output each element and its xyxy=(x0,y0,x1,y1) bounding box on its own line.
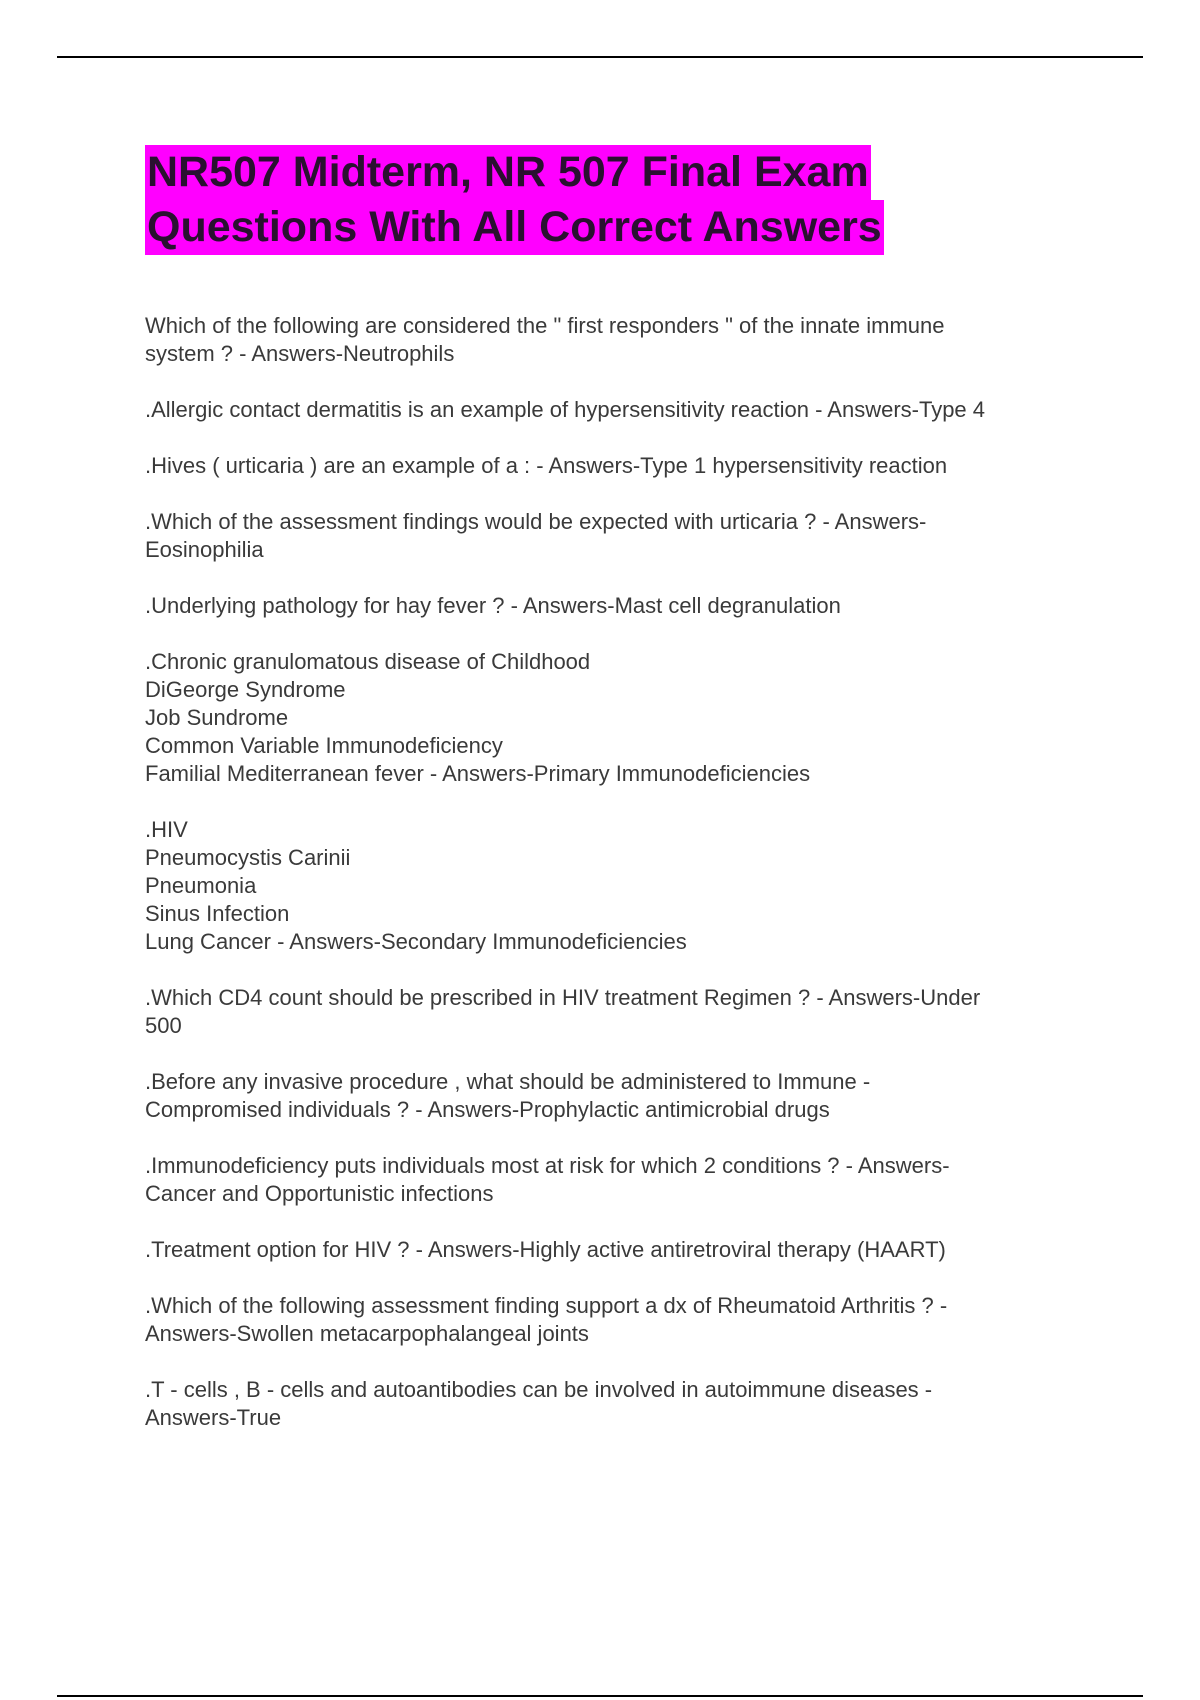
qa-item xyxy=(145,508,1085,564)
qa-line: .Allergic contact dermatitis is an example of hypersensitivity reaction - Answers-Type 4 xyxy=(145,397,986,422)
qa-line: .Hives ( urticaria ) are an example of a : - Answers-Type 1 hypersensitivity reaction xyxy=(145,453,948,478)
title-text: Questions With All Correct Answers xyxy=(145,200,884,255)
bottom-divider xyxy=(57,1695,1143,1697)
qa-line: .Chronic granulomatous disease of Childhood xyxy=(145,649,591,674)
title-line-1 xyxy=(145,145,1045,200)
qa-line: .T - cells , B - cells and autoantibodies can be involved in autoimmune diseases - xyxy=(145,1377,933,1402)
qa-line: Sinus Infection xyxy=(145,901,290,926)
qa-line: .Which of the following assessment finding support a dx of Rheumatoid Arthritis ? - xyxy=(145,1293,948,1318)
qa-line: Pneumocystis Carinii xyxy=(145,845,351,870)
qa-item xyxy=(145,1068,1085,1124)
qa-line: .Underlying pathology for hay fever ? - Answers-Mast cell degranulation xyxy=(145,593,841,618)
qa-item xyxy=(145,1236,1085,1264)
document-title xyxy=(145,145,1045,255)
qa-item xyxy=(145,592,1085,620)
qa-line: .Before any invasive procedure , what should be administered to Immune - xyxy=(145,1069,871,1094)
qa-line: Job Sundrome xyxy=(145,705,289,730)
qa-item xyxy=(145,1152,1085,1208)
qa-line: Answers-True xyxy=(145,1405,282,1430)
title-line-2 xyxy=(145,200,1045,255)
question-answer-list xyxy=(145,312,1085,1460)
qa-item xyxy=(145,816,1085,956)
top-divider xyxy=(57,56,1143,58)
qa-line: 500 xyxy=(145,1013,182,1038)
qa-item xyxy=(145,984,1085,1040)
qa-line: Eosinophilia xyxy=(145,537,264,562)
title-text: NR507 Midterm, NR 507 Final Exam xyxy=(145,145,871,200)
qa-line: Pneumonia xyxy=(145,873,257,898)
qa-line: Lung Cancer - Answers-Secondary Immunodeficiencies xyxy=(145,929,687,954)
qa-item xyxy=(145,452,1085,480)
qa-line: Compromised individuals ? - Answers-Prophylactic antimicrobial drugs xyxy=(145,1097,830,1122)
qa-line: .Which CD4 count should be prescribed in HIV treatment Regimen ? - Answers-Under xyxy=(145,985,981,1010)
qa-line: Which of the following are considered the " first responders " of the innate immune xyxy=(145,313,945,338)
qa-line: .Immunodeficiency puts individuals most at risk for which 2 conditions ? - Answers- xyxy=(145,1153,950,1178)
qa-item xyxy=(145,648,1085,788)
qa-line: DiGeorge Syndrome xyxy=(145,677,346,702)
qa-line: Familial Mediterranean fever - Answers-Primary Immunodeficiencies xyxy=(145,761,811,786)
qa-line: Answers-Swollen metacarpophalangeal joints xyxy=(145,1321,589,1346)
qa-item xyxy=(145,396,1085,424)
qa-line: system ? - Answers-Neutrophils xyxy=(145,341,455,366)
qa-line: .Treatment option for HIV ? - Answers-Highly active antiretroviral therapy (HAART) xyxy=(145,1237,946,1262)
qa-item xyxy=(145,1292,1085,1348)
qa-line: .Which of the assessment findings would be expected with urticaria ? - Answers- xyxy=(145,509,927,534)
qa-line: .HIV xyxy=(145,817,188,842)
qa-line: Common Variable Immunodeficiency xyxy=(145,733,503,758)
qa-item xyxy=(145,1376,1085,1432)
qa-item xyxy=(145,312,1085,368)
qa-line: Cancer and Opportunistic infections xyxy=(145,1181,494,1206)
